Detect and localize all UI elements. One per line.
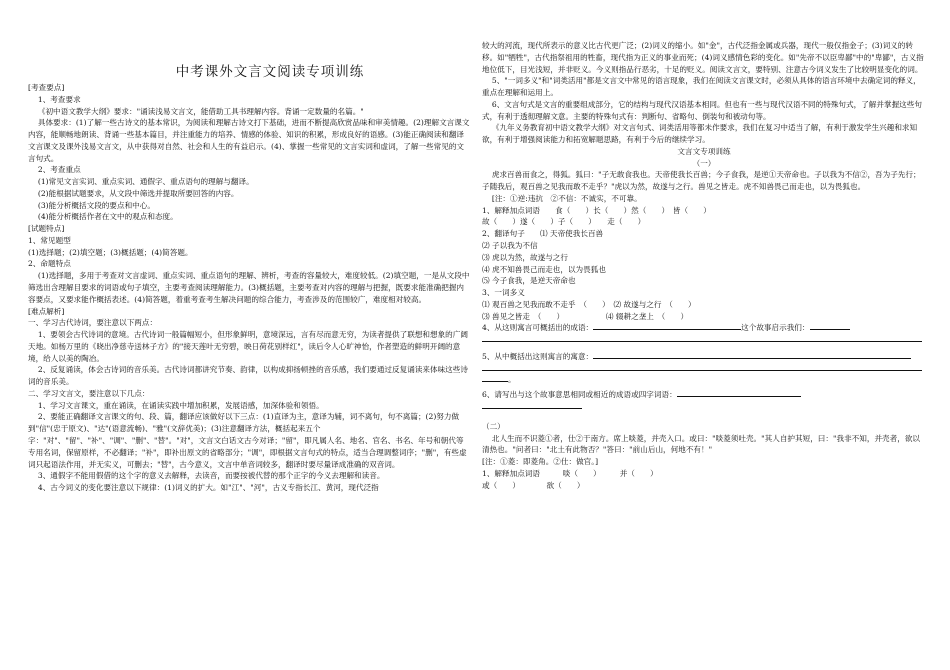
right-column-paragraph: ⑸ 今子食我，是逆天帝命也 bbox=[482, 276, 576, 286]
left-column-paragraph: 2、反复诵读，体会古诗词的音乐美。古代诗词都讲究节奏、韵律，以构成抑扬顿挫的音乐感，我们要通过反复诵读来体味这些诗词的音乐美。 bbox=[28, 365, 468, 387]
passage-two-paragraph: [注：①菱：即菱角。②仕：做官。] bbox=[482, 457, 599, 467]
answer-line[interactable] bbox=[482, 376, 508, 382]
question-6 bbox=[482, 389, 926, 401]
right-column-paragraph: 6、文言句式是文言的重要组成部分，它的结构与现代汉语基本相同。但也有一些与现代汉语不同的特殊句式，了解并掌握这些句式，有利于透彻理解文意。主要的特殊句式有：判断句、省略句、倒装句和被动句等。 bbox=[482, 99, 922, 121]
left-column-paragraph: 具体要求：(1)了解一些古诗文的基本常识，为阅读和理解古诗文打下基础，进而不断提高欣赏品味和审美情趣。(2)理解文言课文内容，能顺畅地朗读、背诵一些基本篇目，并注重能力的培养、情感的体验、知识的积累，形成良好的语感。(3)能正确阅读和翻译文言课文及课外浅易文言文，从中获得对自然、社会和人生的有益启示。(4)、掌握一些常见的文言实词和虚词，了解一些常见的文言句式。 bbox=[28, 118, 470, 163]
right-column-paragraph: （一） bbox=[692, 158, 716, 168]
right-column-paragraph: 故（ ）遂（ ）子（ ） 走（ ） bbox=[482, 217, 646, 227]
question-6-continued bbox=[482, 401, 926, 413]
left-column-paragraph: (4)能分析概括作者在文中的观点和态度。 bbox=[37, 212, 178, 222]
right-column-paragraph: ⑶ 虎以为然，故遂与之行 bbox=[482, 252, 568, 262]
question-5 bbox=[482, 351, 926, 363]
left-column-paragraph: (1)常见文言实词、重点实词、通假字、重点语句的理解与翻译。 bbox=[37, 177, 254, 187]
right-column-body bbox=[482, 40, 926, 322]
right-column-paragraph: 文言文专项训练 bbox=[677, 146, 731, 156]
left-column-paragraph: 《初中语文教学大纲》要求："诵读浅易文言文，能借助工具书理解内容。背诵一定数量的名篇。" bbox=[37, 106, 364, 116]
left-column-paragraph: [难点解析] bbox=[28, 306, 65, 316]
answer-line[interactable] bbox=[593, 324, 741, 330]
right-column-paragraph: 虎求百兽而食之，得狐。狐曰："子无敢食我也。天帝使我长百兽；今子食我，是逆①天帝命也。子以我为不信②，吾为子先行；子随我后，观百兽之见我而敢不走乎？"虎以为然，故遂与之行。兽见之皆走。虎不知兽畏己而走也，以为畏狐也。 bbox=[482, 170, 921, 192]
left-column-paragraph: 一、学习古代诗词，要注意以下两点： bbox=[28, 318, 158, 328]
right-column-paragraph: ⑷ 虎不知兽畏己而走也，以为畏狐也 bbox=[482, 264, 606, 274]
left-column-paragraph: 3、通假字不能用假借的这个字的意义去解释，去读音，而要按被代替的那个正字的今义去理解和读音。 bbox=[37, 471, 385, 481]
right-column-paragraph: [注：①逆:违抗 ②不信：不诚实，不可靠。 bbox=[491, 193, 642, 203]
left-column-paragraph: 二、学习文言文，要注意以下几点： bbox=[28, 388, 150, 398]
question-6-prompt: 6、请写出与这个故事意思相同或相近的成语或四字词语： bbox=[482, 390, 677, 400]
left-column-paragraph: 2、考查重点 bbox=[37, 165, 81, 175]
answer-line[interactable] bbox=[810, 324, 850, 330]
left-column-paragraph: 2、要能正确翻译文言课文的句、段、篇，翻译应该做好以下三点：(1)直译为主，意译为辅，词不离句，句不离篇；(2)努力做到"信"(忠于原文)、"达"(语意流畅)、"雅"(文辞优美)；(3)注意翻译方法，概括起来五个字："对"、"留"、"补"、"调"、"删"、"替"。"对"，文言文白话文古今对译；"留"，即凡属人名、地名、官名、书名、年号和朝代等专用名词，保留原样，不必翻译；"补"，即补出原文的省略部分；"调"，即根据文言句式的特点，适当合理调整词序；"删"，有些虚词只起语法作用，并无实义，可删去；"替"，古今意义，文言中单音词较多，翻译时要尽量译成准确的双音词。 bbox=[28, 412, 467, 469]
question-5-end: 。 bbox=[482, 374, 926, 386]
answer-line[interactable] bbox=[482, 365, 922, 371]
left-column-paragraph: (3)能分析概括文段的要点和中心。 bbox=[37, 200, 155, 210]
left-column-paragraph: 1、学习文言课文，重在诵读，在诵读实践中增加积累，发展语感，加深体验和领悟。 bbox=[37, 400, 324, 410]
right-column-paragraph: ⑴ 观百兽之见我而敢不走乎 （ ） ⑵ 故遂与之行 （ ） bbox=[482, 299, 696, 309]
left-column-paragraph: [试题特点] bbox=[28, 224, 65, 234]
document-title: 中考课外文言文阅读专项训练 bbox=[175, 64, 365, 80]
passage-two bbox=[482, 421, 926, 492]
passage-two-paragraph: （二） bbox=[482, 421, 505, 431]
left-column bbox=[28, 60, 470, 494]
right-column-paragraph: 1、解释加点词语 食（ ）长（ ）然（ ） 皆（ ） bbox=[482, 205, 711, 215]
left-column-paragraph: (2)能根据试题要求，从文段中筛选并提取所要回答的内容。 bbox=[37, 188, 239, 198]
right-column-paragraph: 3、一词多义 bbox=[482, 288, 525, 298]
question-4 bbox=[482, 322, 926, 334]
left-column-paragraph: 1、常见题型 bbox=[28, 235, 71, 245]
passage-two-paragraph: 北人生而不识菱①者，仕②于南方。席上啖菱，并壳入口。或曰："啖菱须吐壳。"其人自护其短，曰："我非不知，并壳者，欲以清热也。"问者曰："北土有此物否？"答曰："前山后山，何地不有！" bbox=[482, 433, 921, 455]
right-column-paragraph: ⑶ 兽见之皆走 （ ） ⑷ 辍耕之垄上 （ ） bbox=[482, 311, 689, 321]
left-column-paragraph: (1)选择题；(2)填空题；(3)概括题；(4)简答题。 bbox=[28, 247, 193, 257]
answer-line[interactable] bbox=[482, 336, 922, 342]
answer-line[interactable] bbox=[482, 403, 582, 409]
right-column bbox=[482, 40, 926, 491]
left-column-paragraph: [考查要点] bbox=[28, 83, 65, 92]
right-column-paragraph: 5、"一词多义"和"词类活用"都是文言文中常见的语言现象，我们在阅读文言课文时，必须从具体的语言环境中去确定词的释义，重点在理解和运用上。 bbox=[482, 76, 921, 98]
right-column-paragraph: ⑵ 子以我为不信 bbox=[482, 241, 538, 251]
right-column-paragraph: 2、翻译句子 ⑴ 天帝使我长百兽 bbox=[482, 229, 604, 239]
question-5-prompt: 5、从中概括出这则寓言的寓意： bbox=[482, 351, 594, 361]
passage-two-paragraph: 1、解释加点词语 啖（ ） 并（ ） bbox=[482, 468, 658, 478]
left-column-paragraph: (1)选择题，多用于考查对文言虚词、重点实词、重点语句的理解、辨析，考查的容量较大，难度较低。(2)填空题，一是从文段中筛选出含理解目要求的词语或句子填空，主要考查阅读理解能力。(3)概括题，主要考查对内容的理解与把握，既要求能准确把握内容要点，又要求能作概括表述。(4)简答题，着重考查考生解决问题的综合能力，考查涉及的范围较广，难度相对较高。 bbox=[28, 271, 470, 304]
answer-line[interactable] bbox=[677, 391, 801, 397]
passage-two-paragraph: 或（ ） 欲（ ） bbox=[482, 480, 585, 490]
question-4-continued bbox=[482, 334, 926, 346]
question-5-continued bbox=[482, 363, 926, 375]
right-column-paragraph: 较大的河流，现代所表示的意义比古代更广泛；(2)词义的缩小。如"金"，古代泛指金属或兵器，现代一般仅指金子；(3)词义的转移。如"牺牲"，古代指祭祖用的牲畜，现代指为正义的事业而死；(4)词义感情色彩的变化。如"先帝不以臣卑鄙"中的"卑鄙"，古义指地位低下，目光浅短，并非贬义。今义则指品行恶劣，十足的贬义。阅读文言文，要特别、注意古今词义发生了比较明显变化的词。 bbox=[482, 41, 924, 74]
right-column-paragraph: 《九年义务教育初中语文教学大纲》对文言句式、词类活用等都未作要求，我们在复习中适当了解，有利于激发学生兴趣和求知欲，有利于增强阅读能力和拓宽解题思路，有利于今后的继续学习。 bbox=[482, 123, 918, 145]
left-column-paragraph: 1、要领会古代诗词的意境。古代诗词一般篇幅短小，但形象鲜明，意境深远，言有尽而意无穷，为读者提供了联想和想象的广阔天地。如杨万里的《晓出净慈寺送林子方》的"接天莲叶无穷碧，映日荷花别样红"，读后令人心旷神怡，作者塑造的鲜明开阔的意境，给人以美的陶冶。 bbox=[28, 330, 468, 363]
left-column-paragraph: 1、考查要求 bbox=[37, 94, 81, 104]
left-column-paragraph: 4、古今词义的变化要注意以下规律：(1)词义的扩大。如"江"、"河"，古义专指长江、黄河，现代泛指 bbox=[37, 483, 379, 493]
answer-line[interactable] bbox=[593, 353, 911, 359]
left-column-paragraph: 2、命题特点 bbox=[28, 259, 71, 269]
question-4-prompt: 4、从这则寓言可概括出的成语： bbox=[482, 323, 594, 333]
question-4-followup: 这个故事启示我们： bbox=[741, 323, 810, 333]
left-column-body bbox=[28, 82, 470, 494]
